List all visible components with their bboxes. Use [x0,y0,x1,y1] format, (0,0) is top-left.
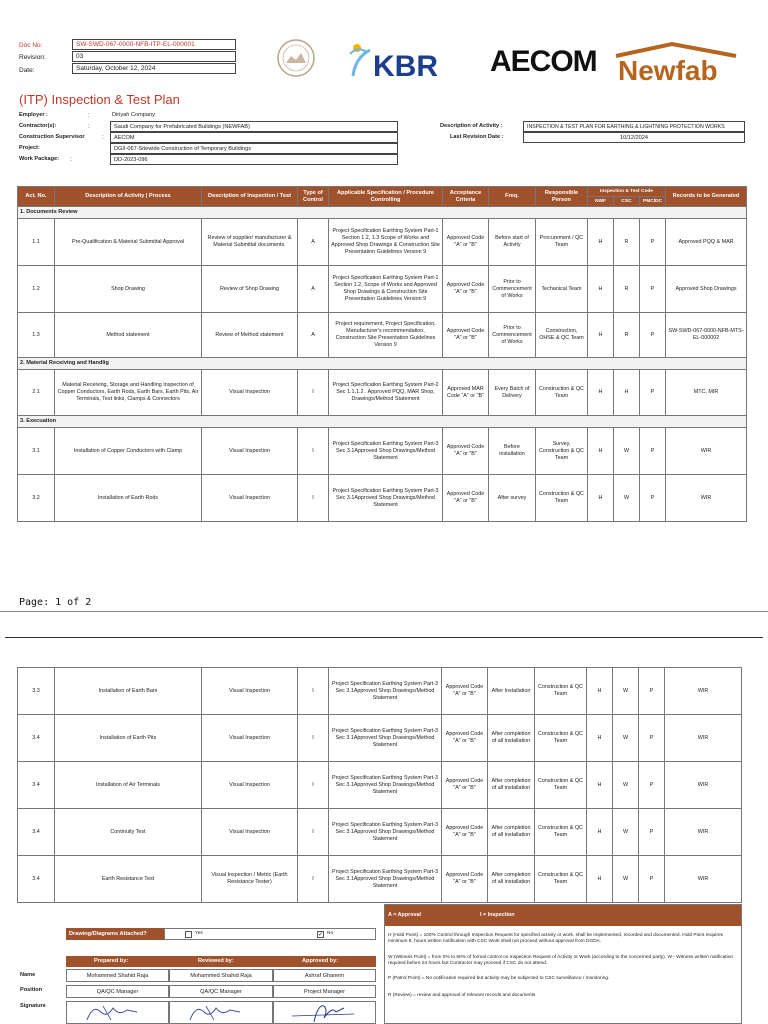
legend-box [384,904,742,1024]
cell-type: I [298,428,329,475]
legend-witness: W (Witness Point) = from 0% to 50% of formal control on Inspection Request of Activity or Work (according to the concerned party). W - Witness written notification required before 24 hours but Contractor may proceed if CSC do not attend. [388,955,734,966]
project-label: Project: [19,145,40,151]
cell-pmc: P [640,266,666,313]
cell-responsible: Survey, Construction & QC Team [536,428,588,475]
cell-freq: After completion of all installation [488,762,535,809]
reviewed-name: Mohammed Shahid Raja [169,969,273,982]
cell-records: WIR [665,715,742,762]
cell-activity: Installation of Earth Pits [55,715,202,762]
cell-records: WIR [666,475,747,522]
package-value: DD-2023-096 [110,154,398,165]
cell-spec: Project Specification Earthing System Part-3 Sec 3.1Approved Shop Drawings/Method Statement [329,762,442,809]
package-label: Work Package: [19,156,60,162]
cell-csc: W [613,856,639,903]
table-row [18,266,747,313]
cell-nwf: H [587,715,613,762]
section-title: 3. Execuation [18,416,747,428]
cell-spec: Project Specification Earthing System Part-3 Sec 3.1Approved Shop Drawings/Method Statement [329,475,443,522]
cell-type: I [298,856,329,903]
legend-patrol: P (Patrol Point) = No notification required but activity may be subjected to CSC surveillance / monitoring. [388,976,610,981]
doc-no-label: Doc No: [19,42,43,49]
cell-activity: Installation of Earth Bars [55,668,202,715]
cell-records: WIR [665,762,742,809]
supervisor-value: AECOM [110,132,398,143]
cell-records: WIR [666,428,747,475]
col-type: Type of Control [298,187,329,207]
cell-no: 3.4 [18,856,55,903]
employer-label: Employer : [19,112,48,118]
contractor-value: Saudi Company for Prefabricated Buildings (NEWFAB) [110,121,398,132]
contractor-label: Contractor(s): [19,123,57,129]
newfab-text: Newfab [618,55,718,84]
cell-records: WIR [665,668,742,715]
position-row-label: Position [20,987,43,993]
cell-activity: Installation of Air Terminals [55,762,202,809]
supervisor-label: Construction Supervisor [19,134,85,140]
col-records: Records to be Generated [666,187,747,207]
cell-inspection: Visual Inspection [202,370,298,416]
legend-hold: H (Hold Point) = 100% Control through Inspection Request for specified activity or work, shall be implemented, recorded and documented. Hold Point requires minimum 8, hours written notification with CSC Work shall not proceed without approval from DGDA. [388,933,724,944]
cell-no: 3.4 [18,715,55,762]
cell-records: WIR [665,856,742,903]
cell-records: SW-SWD-067-0000-NFB-MTS-EL-000002 [666,313,747,358]
cell-acceptance: Approved Code "A" or "B" [443,219,489,266]
reviewed-by-label: Reviewed by: [198,958,234,964]
colon: : [70,156,72,163]
cell-responsible: Procurement / QC Team [536,219,588,266]
cell-pmc: P [640,219,666,266]
page-divider [5,637,763,638]
cell-activity: Installation of Earth Rods [55,475,202,522]
cell-pmc: P [639,762,665,809]
no-checkbox[interactable]: ✓ [318,932,324,938]
cell-freq: After completion of all installation [488,809,535,856]
cell-activity: Installation of Copper Conductors with Clamp [55,428,202,475]
legend-approval: A = Approval [388,912,421,918]
cell-csc: H [614,370,640,416]
col-freq: Freq. [489,187,536,207]
cell-acceptance: Approved Code "A" or "B" [443,313,489,358]
col-spec: Applicable Specification / Procedure Controlling [329,187,443,207]
cell-no: 1.2 [18,266,55,313]
cell-acceptance: Approved Code "A" or "B" [442,762,488,809]
cell-type: A [298,266,329,313]
cell-nwf: H [588,313,614,358]
cell-inspection: Visual Inspection [202,809,298,856]
kbr-text: KBR [373,50,438,80]
yes-checkbox[interactable] [185,931,192,938]
signoff-grid [66,969,376,1024]
cell-no: 1.1 [18,219,55,266]
cell-records: MTC, MIR [666,370,747,416]
colon: : [88,112,90,119]
prepared-position: QA/QC Manager [66,985,169,998]
cell-responsible: Construction & QC Team [536,475,588,522]
attached-label: Drawing/Diagrams Attached? [66,928,164,940]
cell-nwf: H [588,266,614,313]
col-acceptance: Acceptance Criteria [443,187,489,207]
cell-spec: Project requirement, Project Specification, Manufacturer's recommendation, Construction Site Presentation Guidelines Version 9 [329,313,443,358]
cell-activity: Earth Resistance Test [55,856,202,903]
cell-records: Approved PQQ & MAR [666,219,747,266]
table-row [18,475,747,522]
cell-spec: Project Specification Earthing System Part-3 Sec 3.1Approved Shop Drawings/Method Statement [329,809,442,856]
legend-inspection: I = Inspection [480,912,515,918]
cell-type: A [298,219,329,266]
cell-freq: Prior to Commencement of Works [489,266,536,313]
cell-activity: Pre-Qualification & Material Submittal Approval [55,219,202,266]
kbr-logo [345,40,460,80]
cell-type: I [298,668,329,715]
cell-acceptance: Approved MAR Code "A" or "B" [443,370,489,416]
date-label: Date: [19,67,35,74]
cell-csc: W [613,668,639,715]
aecom-logo: AECOM [490,45,597,78]
page-divider [0,611,768,612]
cell-type: I [298,715,329,762]
cell-responsible: Construction & QC Team [535,856,587,903]
cell-spec: Project Specification Earthing System Part-1 Section 1.2, Scope of Works and Approved Shop Drawings & Construction Site Presentation Guidelines Version 9 [329,266,443,313]
cell-no: 2.1 [18,370,55,416]
cell-acceptance: Approved Code "A" or "B" [442,856,488,903]
cell-inspection: Review of Shop Drawing [202,266,298,313]
cell-nwf: H [587,856,613,903]
cell-freq: Prior to Commencement of Works [489,313,536,358]
cell-records: WIR [665,809,742,856]
cell-activity: Method statement [55,313,202,358]
prepared-by-label: Prepared by: [94,958,129,964]
date-value: Saturday, October 12, 2024 [72,63,236,74]
cell-responsible: Construction & QC Team [535,762,587,809]
cell-spec: Project Specification Earthing System Part-2 Sec 1.1,1.2 . Approved PQQ, MAR Shop, Drawings/Method Statement [329,370,443,416]
cell-inspection: Visual Inspection [202,428,298,475]
revision-date-label: Last Revision Date : [450,134,504,140]
diriyah-seal-logo [276,38,316,78]
activity-desc-label: Description of Activity : [440,123,503,129]
cell-freq: Before installation [489,428,536,475]
col-act-no: Act. No. [18,187,55,207]
newfab-logo [612,40,740,84]
cell-nwf: H [587,809,613,856]
cell-nwf: H [588,370,614,416]
cell-type: I [298,370,329,416]
cell-inspection: Review of supplier/ manufacturer & Material Submittal documents. [202,219,298,266]
itp-table-page1 [17,186,747,522]
cell-inspection: Review of Method statement [202,313,298,358]
cell-csc: W [614,428,640,475]
col-test-code: Inspection & Test Code [588,187,666,197]
cell-pmc: P [639,856,665,903]
cell-spec: Project Specification Earthing System Part-3 Sec 3.1Approved Shop Drawings/Method Statement [329,715,442,762]
cell-responsible: Construction & QC Team [535,668,587,715]
cell-type: A [298,313,329,358]
page-title: (ITP) Inspection & Test Plan [19,92,180,107]
cell-csc: W [613,809,639,856]
prepared-signature [66,1001,169,1024]
cell-responsible: Construction & QC Team [535,809,587,856]
cell-pmc: P [640,370,666,416]
cell-freq: Every Batch of Delivery [489,370,536,416]
no-label: No [327,931,334,936]
cell-inspection: Visual Inspection [202,762,298,809]
table-row [18,762,742,809]
cell-pmc: P [639,715,665,762]
revision-value: 03 [72,51,236,62]
table-row [18,668,742,715]
activity-desc-value: INSPECTION & TEST PLAN FOR EARTHING & LIGHTNING PROTECTION WORKS [523,121,745,132]
cell-no: 3.4 [18,809,55,856]
cell-type: I [298,762,329,809]
cell-pmc: P [640,475,666,522]
cell-responsible: Construction & QC Team [536,370,588,416]
cell-freq: After survey [489,475,536,522]
cell-pmc: P [639,668,665,715]
approved-position: Project Manager [273,985,376,998]
cell-inspection: Visual Inspection [202,668,298,715]
cell-acceptance: Approved Code "A" or "B" [442,809,488,856]
approved-name: Ashraf Ghanem [273,969,376,982]
colon: : [102,134,104,141]
itp-table-page2 [17,667,742,903]
prepared-name: Mohammed Shahid Raja [66,969,169,982]
cell-inspection: Visual Inspection [202,475,298,522]
table-row [18,809,742,856]
employer-value: Diriyah Company [112,112,155,118]
cell-spec: Project Specification Earthing System Part-3 Sec 3.1Approved Shop Drawings/Method Statement [329,856,442,903]
cell-inspection: Visual Inspection [202,715,298,762]
cell-type: I [298,475,329,522]
cell-nwf: H [587,668,613,715]
cell-acceptance: Approved Code "A" or "B" [443,475,489,522]
cell-spec: Project Specification Earthing System Part-1 Section 1.2, 1.3 Scope of Works and Approved Shop Drawings & Construction Site Presentation Guidelines Version 9 [329,219,443,266]
table-row [18,856,742,903]
cell-acceptance: Approved Code "A" or "B" [442,668,488,715]
page-number: Page: 1 of 2 [19,597,92,608]
cell-pmc: P [640,313,666,358]
cell-no: 3.4 [18,762,55,809]
table-row [18,219,747,266]
cell-no: 3.2 [18,475,55,522]
signature-row-label: Signature [20,1003,46,1009]
col-nwf: NWF [588,197,614,207]
attached-options [164,928,376,940]
cell-activity: Shop Drawing [55,266,202,313]
col-activity: Description of Activity | Process [55,187,202,207]
cell-no: 1.3 [18,313,55,358]
cell-csc: R [614,313,640,358]
reviewed-signature [169,1001,273,1024]
cell-nwf: H [588,428,614,475]
colon: : [88,123,90,130]
cell-pmc: P [640,428,666,475]
cell-responsible: Construction & QC Team [535,715,587,762]
project-value: DGII-067-Sitewide Construction of Temporary Buildings [110,143,398,154]
cell-acceptance: Approved Code "A" or "B" [443,428,489,475]
cell-no: 3.3 [18,668,55,715]
cell-nwf: H [588,475,614,522]
cell-csc: W [614,475,640,522]
legend-review: R (Review) = review and approval of relevant records and documents [388,993,536,998]
cell-type: I [298,809,329,856]
cell-activity: Continuity Test [55,809,202,856]
table-row [18,715,742,762]
cell-pmc: P [639,809,665,856]
cell-responsible: Construction, OHSE & QC Team [536,313,588,358]
cell-csc: R [614,219,640,266]
reviewed-position: QA/QC Manager [169,985,273,998]
section-title: 2. Material Receiving and Handlig [18,358,747,370]
yes-label: Yes [195,931,203,936]
cell-spec: Project Specification Earthing System Part-3 Sec 3.1Approved Shop Drawings/Method Statement [329,428,443,475]
cell-freq: Before start of Activity [489,219,536,266]
approved-signature [273,1001,376,1024]
name-row-label: Name [20,972,36,978]
cell-csc: W [613,715,639,762]
doc-no-value: SW-SWD-067-0000-NFB-ITP-EL-000001 [72,39,236,50]
signoff-header [66,956,376,967]
cell-csc: W [613,762,639,809]
table-row [18,428,747,475]
revision-date-value: 10/12/2024 [523,132,745,143]
approved-by-label: Approved by: [302,958,339,964]
revision-label: Revision: [19,54,46,61]
cell-spec: Project Specification Earthing System Part-3 Sec 3.1Approved Shop Drawings/Method Statement [329,668,442,715]
cell-inspection: Visual Inspection / Metric (Earth Resistance Tester) [202,856,298,903]
table-row [18,313,747,358]
cell-nwf: H [588,219,614,266]
cell-no: 3.1 [18,428,55,475]
cell-responsible: Techanical Team [536,266,588,313]
cell-activity: Material Receiving, Storage and Handling Inspection of Copper Conductors, Earth Rods, Earth Bars, Earth Pits, Air Terminals, Test links, Clamps & Connectors [55,370,202,416]
col-inspection: Description of Inspection / Test [202,187,298,207]
section-title: 1. Documents Review [18,207,747,219]
cell-freq: After Installation [488,668,535,715]
col-responsible: Responsible Person [536,187,588,207]
col-csc: CSC [614,197,640,207]
cell-acceptance: Approved Code "A" or "B" [442,715,488,762]
legend-header [385,905,741,926]
cell-nwf: H [587,762,613,809]
cell-freq: After completion of all installation [488,856,535,903]
col-pmc: PMC/DC [640,197,666,207]
cell-freq: After completion of all installation [488,715,535,762]
cell-records: Approved Shop Drawings [666,266,747,313]
table-row [18,370,747,416]
cell-acceptance: Approved Code "A" or "B" [443,266,489,313]
cell-csc: R [614,266,640,313]
